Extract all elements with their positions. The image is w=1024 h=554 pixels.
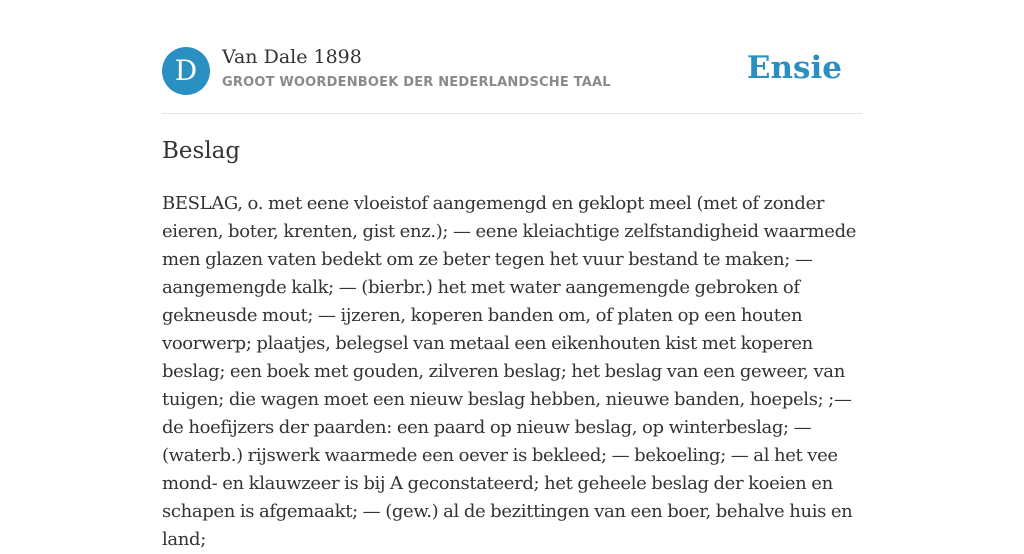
dictionary-name-link[interactable]: Van Dale 1898 — [222, 46, 362, 68]
dictionary-subtitle: GROOT WOORDENBOEK DER NEDERLANDSCHE TAAL — [222, 75, 611, 90]
entry-title: Beslag — [162, 138, 241, 164]
dictionary-avatar[interactable]: D — [162, 47, 210, 95]
header-divider — [162, 113, 862, 114]
entry-definition: BESLAG, o. met eene vloeistof aangemengd en geklopt meel (met of zonder eieren, boter, krenten, gist enz.); — eene kleiachtige zelfstandigheid waarmede men glazen vaten bedekt om ze beter tegen het vuur bestand te maken; — aangemengde kalk; — (bierbr.) het met water aangemengde gebroken of gekneusde mout; — ijzeren, koperen banden om, of platen op een houten voorwerp; plaatjes, belegsel van metaal een eikenhouten kist met koperen beslag; een boek met gouden, zilveren beslag; het beslag van een geweer, van tuigen; die wagen moet een nieuw beslag hebben, nieuwe banden, hoepels; ;— de hoefijzers der paarden: een paard op nieuw beslag, op winterbeslag; — (waterb.) rijswerk waarmede een oever is bekleed; — bekoeling; — al het vee mond- en klauwzeer is bij A geconstateerd; het geheele beslag der koeien en schapen is afgemaakt; — (gew.) al de bezittingen van een boer, behalve huis en land; — [162, 193, 857, 550]
ensie-logo-link[interactable]: Ensie — [746, 50, 842, 86]
dictionary-header — [162, 46, 862, 96]
